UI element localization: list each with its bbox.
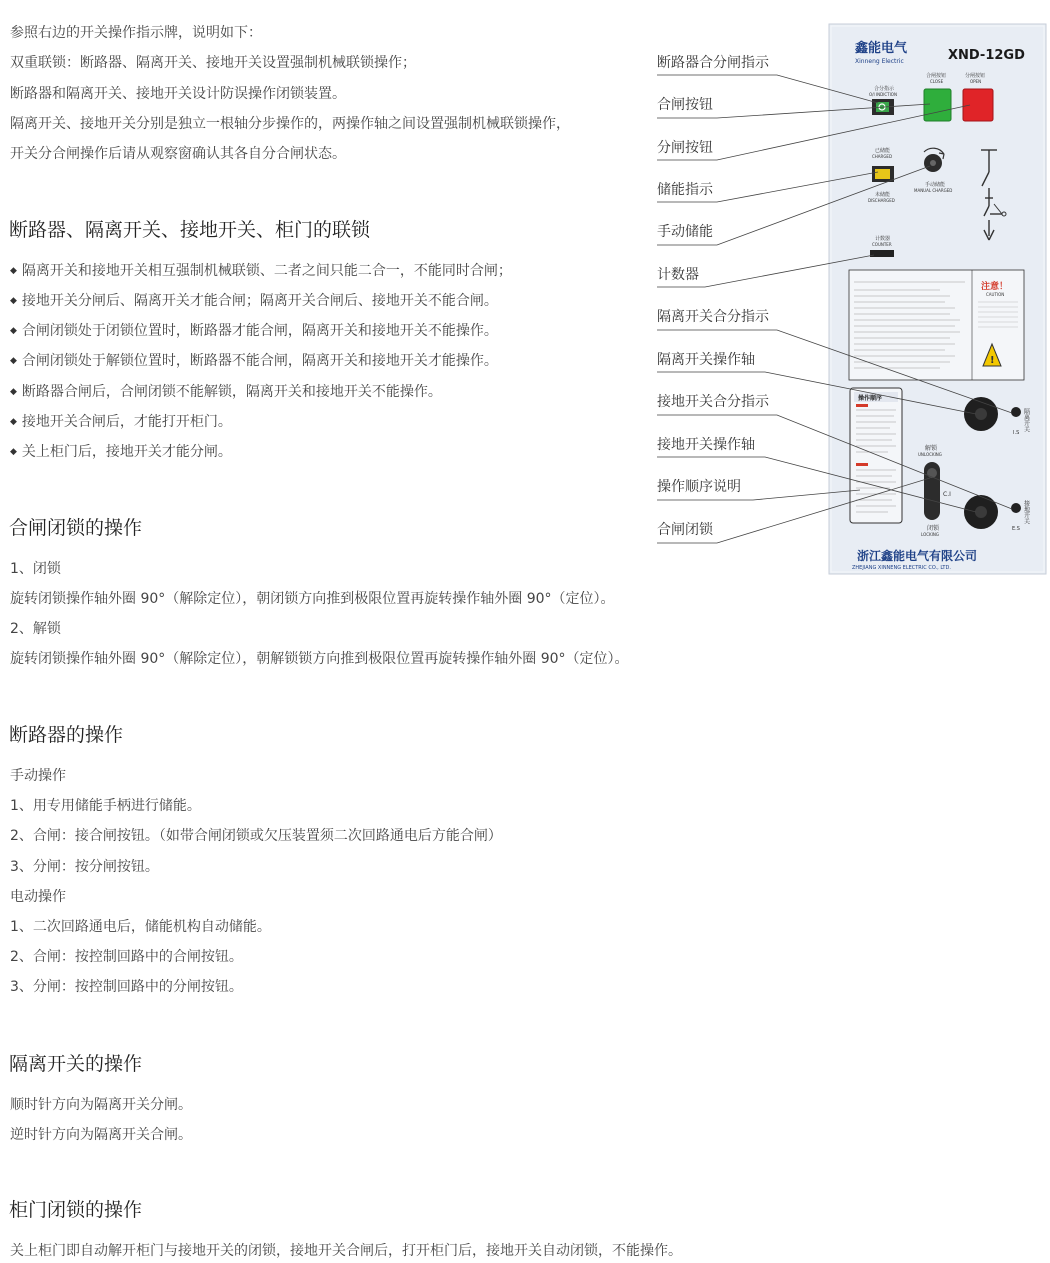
company-cn: 浙江鑫能电气有限公司 [857, 549, 978, 563]
close-label-cn: 合闸按钮 [926, 73, 947, 79]
callout-sequence-note: 操作顺序说明 [657, 479, 741, 495]
lock-label-cn: 闭锁 [927, 525, 940, 532]
text-line: 旋转闭锁操作轴外圈 90°（解除定位），朝闭锁方向推到极限位置再旋转操作轴外圈 90°（定位）。 [10, 591, 615, 607]
callout-isolator-indicator: 隔离开关合分指示 [657, 309, 769, 325]
bullet-item: ◆ 关上柜门后，接地开关才能分闸。 [10, 443, 232, 463]
open-label-en: OPEN [970, 79, 982, 84]
section-title-breaker: 断路器的操作 [9, 724, 124, 746]
bullet-item: ◆ 隔离开关和接地开关相互强制机械联锁、二者之间只能二合一，不能同时合闸； [10, 262, 512, 282]
callout-charge-indicator: 储能指示 [657, 182, 713, 198]
section-title-door-lock: 柜门闭锁的操作 [9, 1199, 143, 1221]
text-line: 2、解锁 [10, 621, 61, 637]
bullet-item: ◆ 断路器合闸后，合闸闭锁不能解锁，隔离开关和接地开关不能操作。 [10, 383, 442, 403]
callout-breaker-indicator: 断路器合分闸指示 [657, 55, 769, 71]
callout-manual-charge: 手动储能 [657, 224, 713, 240]
intro-line: 双重联锁：断路器、隔离开关、接地开关设置强制机械联锁操作； [10, 55, 416, 71]
charged-label-en: CHARGED [872, 154, 893, 159]
isolator-indicator-dot [1011, 407, 1021, 417]
callout-earth-shaft: 接地开关操作轴 [657, 437, 755, 453]
unlock-label-en: UNLOCKING [918, 452, 942, 457]
text-line: 关上柜门即自动解开柜门与接地开关的闭锁，接地开关合闸后，打开柜门后，接地开关自动闭锁，不能操作。 [10, 1243, 682, 1259]
text-line: 2、合闸：按控制回路中的合闸按钮。 [10, 949, 243, 965]
open-label-cn: 分闸按钮 [965, 73, 986, 79]
close-button-graphic [924, 89, 951, 121]
text-line: 顺时针方向为隔离开关分闸。 [10, 1097, 192, 1113]
text-line: 2、合闸：接合闸按钮。（如带合闸闭锁或欠压装置须二次回路通电后方能合闸） [10, 828, 502, 844]
counter-label-cn: 计数器 [875, 236, 891, 242]
close-label-en: CLOSE [930, 79, 944, 84]
brand-en: Xinneng Electric [855, 58, 904, 65]
unlock-label-cn: 解锁 [925, 445, 938, 452]
svg-text:!: ! [990, 355, 995, 366]
section-title-close-lock: 合闸闭锁的操作 [9, 517, 143, 539]
is-code: I.S [1013, 430, 1020, 436]
earth-label: 接地开关 [1022, 500, 1030, 524]
caution-cn: 注意！ [981, 282, 1009, 292]
callout-open-button: 分闸按钮 [657, 140, 713, 156]
counter-window [870, 250, 894, 257]
caution-en: CAUTION [986, 292, 1005, 297]
oi-label-en: O/I INDICTION [869, 92, 897, 97]
charged-label-cn: 已储能 [875, 148, 891, 154]
lock-label-en: LOCKING [921, 532, 939, 537]
bullet-item: ◆ 接地开关分闸后、隔离开关才能合闸；隔离开关合闸后、接地开关不能合闸。 [10, 292, 498, 312]
intro-line: 开关分合闸操作后请从观察窗确认其各自分合闸状态。 [10, 146, 346, 162]
isolator-label: 隔离开关 [1022, 408, 1030, 432]
discharged-label-en: DISCHARGED [868, 198, 895, 203]
switch-panel-diagram [0, 0, 1050, 600]
text-line: 手动操作 [10, 768, 66, 784]
open-button-graphic [963, 89, 993, 121]
intro-line: 参照右边的开关操作指示牌，说明如下： [10, 25, 262, 41]
callout-counter: 计数器 [657, 267, 699, 283]
manual-charge-label-en: MANUAL CHARGED [914, 188, 953, 193]
text-line: 1、闭锁 [10, 561, 61, 577]
callout-earth-indicator: 接地开关合分指示 [657, 394, 769, 410]
text-line: 逆时针方向为隔离开关合闸。 [10, 1127, 192, 1143]
bullet-item: ◆ 合闸闭锁处于解锁位置时，断路器不能合闸，隔离开关和接地开关才能操作。 [10, 352, 498, 372]
bullet-item: ◆ 接地开关合闸后，才能打开柜门。 [10, 413, 232, 433]
oi-label-cn: 合分指示 [874, 86, 895, 92]
brand-cn: 鑫能电气 [855, 41, 908, 56]
sequence-plate [850, 388, 902, 523]
section-title-interlock: 断路器、隔离开关、接地开关、柜门的联锁 [9, 219, 371, 241]
es-code: E.S [1012, 526, 1020, 532]
model-label: XND-12GD [948, 48, 1025, 63]
intro-line: 隔离开关、接地开关分别是独立一根轴分步操作的，两操作轴之间设置强制机械联锁操作， [10, 116, 570, 132]
discharged-label-cn: 未储能 [875, 192, 891, 198]
earth-indicator-dot [1011, 503, 1021, 513]
section-title-isolator: 隔离开关的操作 [9, 1053, 143, 1075]
text-line: 1、用专用储能手柄进行储能。 [10, 798, 201, 814]
intro-line: 断路器和隔离开关、接地开关设计防误操作闭锁装置。 [10, 86, 346, 102]
callout-isolator-shaft: 隔离开关操作轴 [657, 352, 755, 368]
counter-label-en: COUNTER [872, 242, 892, 247]
text-line: 旋转闭锁操作轴外圈 90°（解除定位），朝解锁锁方向推到极限位置再旋转操作轴外圈 90°（定位）。 [10, 651, 629, 667]
ci-code: C.I [943, 491, 951, 498]
manual-charge-label-cn: 手动储能 [925, 182, 946, 188]
bullet-item: ◆ 合闸闭锁处于闭锁位置时，断路器才能合闸，隔离开关和接地开关不能操作。 [10, 322, 498, 342]
callout-close-button: 合闸按钮 [657, 97, 713, 113]
text-line: 电动操作 [10, 889, 66, 905]
callout-close-lock: 合闸闭锁 [657, 522, 713, 538]
text-line: 1、二次回路通电后，储能机构自动储能。 [10, 919, 271, 935]
text-line: 3、分闸：按分闸按钮。 [10, 859, 159, 875]
company-en: ZHEJIANG XINNENG ELECTRIC CO., LTD. [852, 565, 951, 571]
sequence-title: 操作顺序 [858, 395, 883, 402]
text-line: 3、分闸：按控制回路中的分闸按钮。 [10, 979, 243, 995]
